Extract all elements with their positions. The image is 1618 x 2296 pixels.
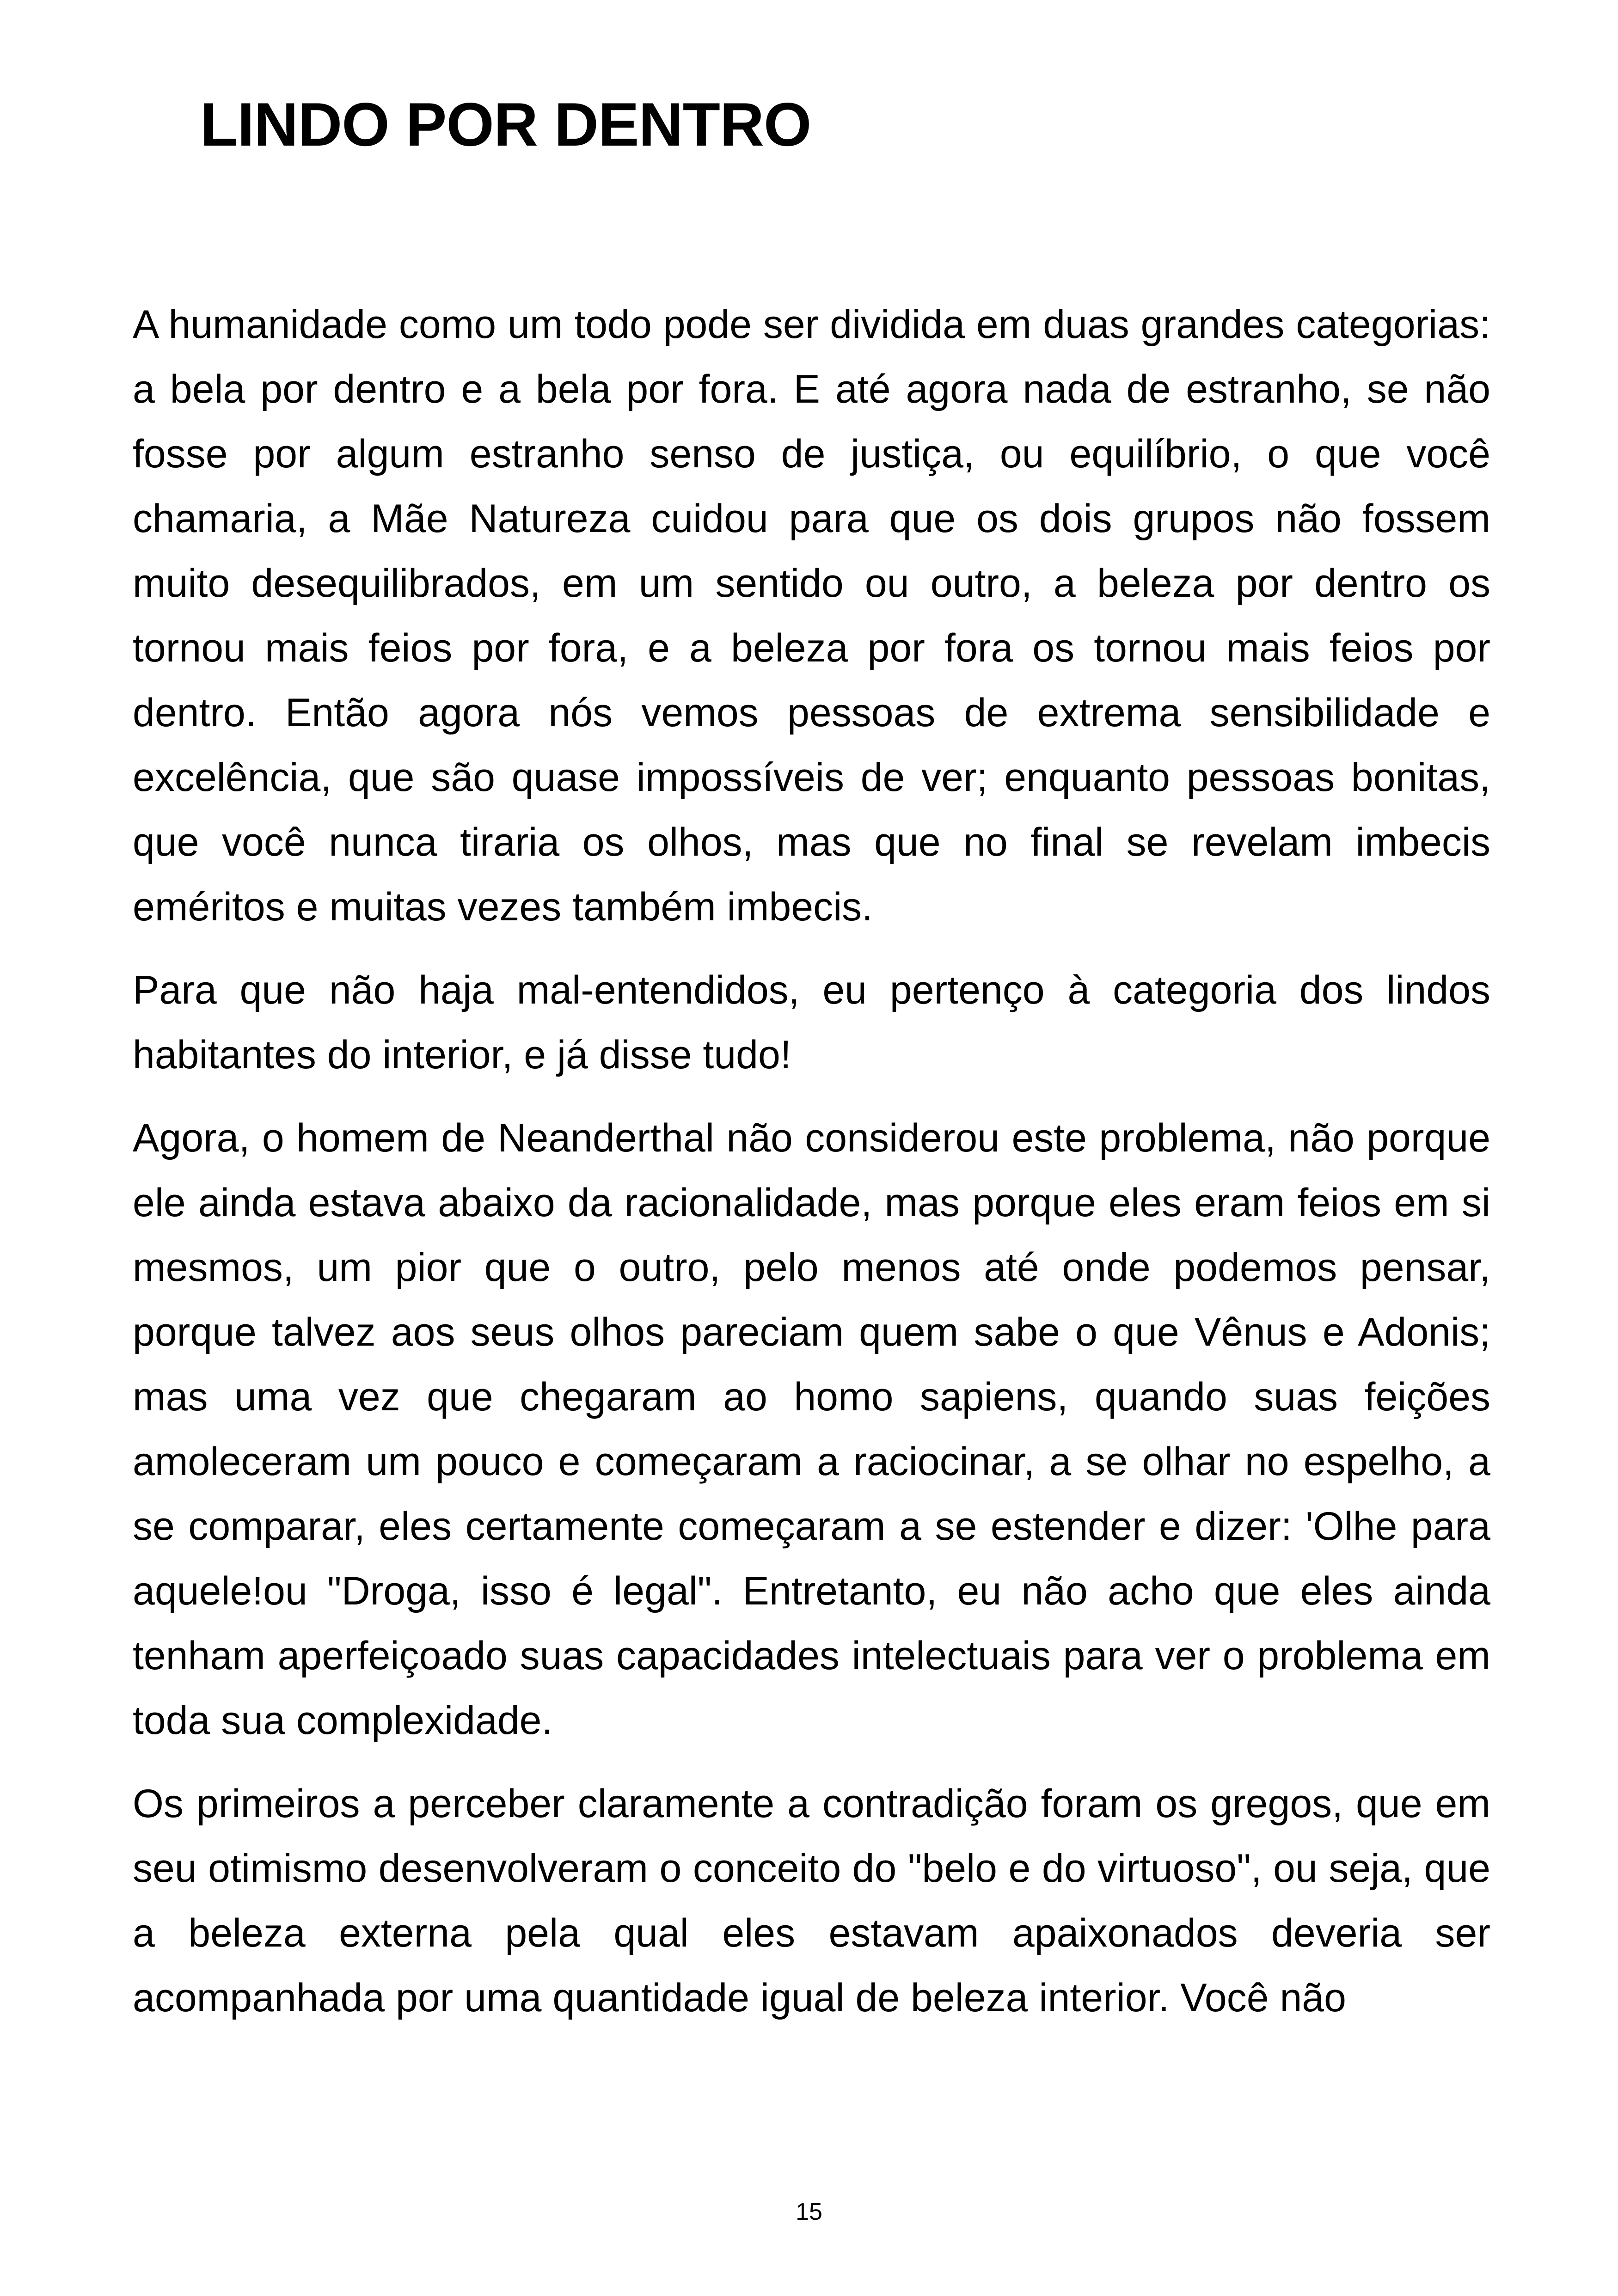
paragraph-3: Agora, o homem de Neanderthal não considerou este problema, não porque ele ainda estava abaixo da racionalidade, mas porque eles eram feios em si mesmos, um pior que o outro, pelo menos até onde podemos pensar, porque talvez aos seus olhos pareciam quem sabe o que Vênus e Adonis; mas uma vez que chegaram ao homo sapiens, quando suas feições amoleceram um pouco e começaram a raciocinar, a se olhar no espelho, a se comparar, eles certamente começaram a se estender e dizer: 'Olhe para aquele!ou "Droga, isso é legal". Entretanto, eu não acho que eles ainda tenham aperfeiçoado suas capacidades intelectuais para ver o problema em toda sua complexidade.	[133, 1116, 1490, 1743]
page-number: 15	[796, 2198, 822, 2225]
chapter-title: LINDO POR DENTRO	[200, 91, 811, 159]
body-text	[133, 292, 1490, 2030]
paragraph-1: A humanidade como um todo pode ser dividida em duas grandes categorias: a bela por dentro e a bela por fora. E até agora nada de estranho, se não fosse por algum estranho senso de justiça, ou equilíbrio, o que você chamaria, a Mãe Natureza cuidou para que os dois grupos não fossem muito desequilibrados, em um sentido ou outro, a beleza por dentro os tornou mais feios por fora, e a beleza por fora os tornou mais feios por dentro. Então agora nós vemos pessoas de extrema sensibilidade e excelência, que são quase impossíveis de ver; enquanto pessoas bonitas, que você nunca tiraria os olhos, mas que no final se revelam imbecis eméritos e muitas vezes também imbecis.	[133, 302, 1490, 929]
paragraph-4: Os primeiros a perceber claramente a contradição foram os gregos, que em seu otimismo desenvolveram o conceito do "belo e do virtuoso", ou seja, que a beleza externa pela qual eles estavam apaixonados deveria ser acompanhada por uma quantidade igual de beleza interior. Você não	[133, 1782, 1490, 2020]
paragraph-2: Para que não haja mal-entendidos, eu pertenço à categoria dos lindos habitantes do interior, e já disse tudo!	[133, 968, 1490, 1077]
